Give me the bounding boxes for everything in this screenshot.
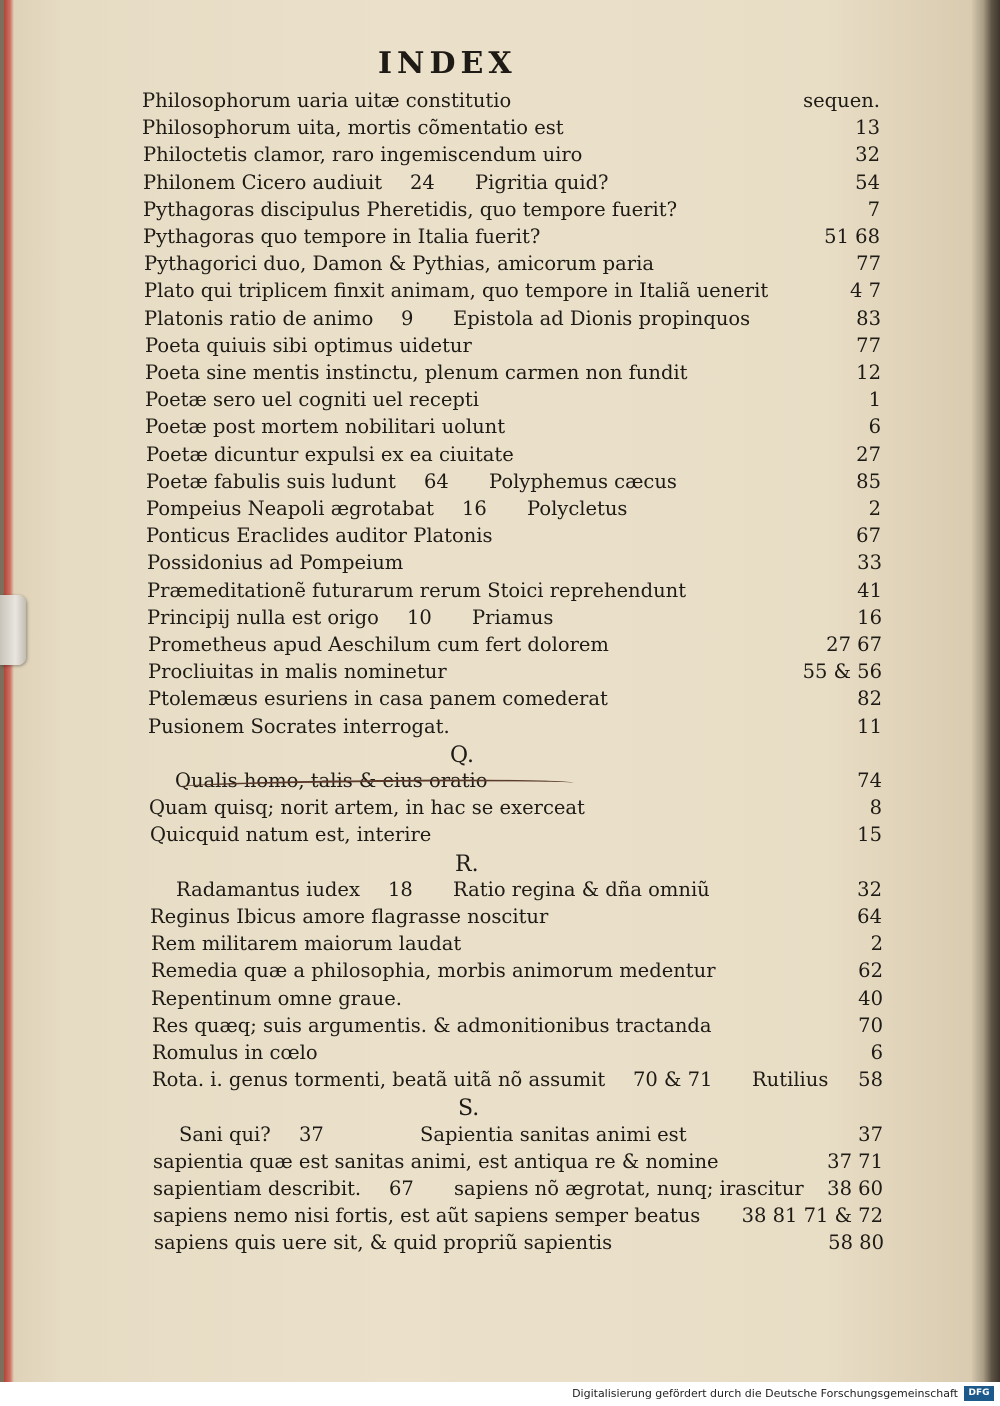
footer-credit: Digitalisierung gefördert durch die Deutsche Forschungsgemeinschaft <box>572 1387 958 1400</box>
entry-text: Poetæ dicuntur expulsi ex ea ciuitate <box>146 443 514 466</box>
index-entry <box>0 113 1000 143</box>
index-entry <box>0 140 1000 170</box>
index-entry <box>0 820 1000 850</box>
entry-second-text: Priamus <box>472 606 554 629</box>
index-entry <box>0 385 1000 415</box>
entry-text: Philosophorum uaria uitæ constitutio <box>142 89 512 112</box>
entry-text: Sani qui? <box>179 1123 271 1146</box>
entry-text: Præmeditationẽ futurarum rerum Stoici reprehendunt <box>147 579 687 602</box>
index-entry <box>0 1147 1000 1177</box>
entry-page-number: 33 <box>857 551 882 574</box>
entry-page-number: 16 <box>857 606 882 629</box>
page-heading: INDEX <box>378 46 517 81</box>
entry-text: Platonis ratio de animo <box>144 307 374 330</box>
entry-text: Radamantus iudex <box>176 878 360 901</box>
entry-page-number: 82 <box>857 687 882 710</box>
entry-page-number: 37 71 <box>827 1150 883 1173</box>
index-entry <box>0 494 1000 524</box>
index-entry <box>0 249 1000 279</box>
entry-second-text: Pigritia quid? <box>475 171 609 194</box>
entry-text: Romulus in cœlo <box>152 1041 318 1064</box>
entry-page-number: 58 80 <box>828 1231 884 1254</box>
entry-page-number: 12 <box>856 361 881 384</box>
entry-text: Rem militarem maiorum laudat <box>151 932 462 955</box>
entry-page-number: sequen. <box>803 89 880 112</box>
entry-text: Ponticus Eraclides auditor Platonis <box>146 524 493 547</box>
entry-page-number: 62 <box>858 959 883 982</box>
entry-page-number: 38 60 <box>827 1177 883 1200</box>
entry-text: Philoctetis clamor, raro ingemiscendum uiro <box>143 143 583 166</box>
index-entry <box>0 1228 1000 1258</box>
entry-page-number: 64 <box>857 905 882 928</box>
index-entry <box>0 521 1000 551</box>
section-letter: S. <box>458 1096 480 1121</box>
entry-inline-page: 70 & 71 <box>633 1068 713 1091</box>
entry-page-number: 1 <box>868 388 881 411</box>
index-entry <box>0 467 1000 497</box>
entry-page-number: 40 <box>858 987 883 1010</box>
entry-text: Philonem Cicero audiuit <box>143 171 383 194</box>
index-entry <box>0 86 1000 116</box>
entry-text: Rota. i. genus tormenti, beatã uitã nõ assumit <box>152 1068 606 1091</box>
entry-page-number: 4 7 <box>849 279 881 302</box>
entry-page-number: 6 <box>868 415 881 438</box>
entry-text: sapiens nemo nisi fortis, est aũt sapiens semper beatus <box>153 1204 701 1227</box>
index-entry <box>0 331 1000 361</box>
entry-page-number: 2 <box>870 932 883 955</box>
index-entry <box>0 1011 1000 1041</box>
section-letter: R. <box>455 852 479 877</box>
index-entry <box>0 603 1000 633</box>
entry-text: Pythagorici duo, Damon & Pythias, amicorum paria <box>144 252 654 275</box>
entry-page-number: 15 <box>857 823 882 846</box>
index-entry <box>0 984 1000 1014</box>
footer-bar <box>0 1382 1000 1406</box>
entry-text: Poetæ post mortem nobilitari uolunt <box>145 415 506 438</box>
index-entry <box>0 304 1000 334</box>
entry-page-number: 77 <box>856 334 881 357</box>
entry-text: Poetæ sero uel cogniti uel recepti <box>145 388 479 411</box>
entry-page-number: 70 <box>858 1014 883 1037</box>
entry-text: Philosophorum uita, mortis cõmentatio est <box>142 116 564 139</box>
entry-second-text: Sapientia sanitas animi est <box>420 1123 687 1146</box>
index-entry <box>0 276 1000 306</box>
entry-page-number: 32 <box>855 143 880 166</box>
entry-text: Qualis homo, talis & eius oratio <box>175 769 488 792</box>
entry-page-number: 55 & 56 <box>802 660 882 683</box>
entry-text: Poetæ fabulis suis ludunt <box>146 470 396 493</box>
entry-inline-page: 10 <box>407 606 432 629</box>
entry-inline-page: 18 <box>388 878 413 901</box>
entry-page-number: 85 <box>856 470 881 493</box>
entry-text: Pythagoras discipulus Pheretidis, quo tempore fuerit? <box>143 198 678 221</box>
entry-page-number: 37 <box>858 1123 883 1146</box>
entry-inline-page: 64 <box>424 470 449 493</box>
index-entry <box>0 1174 1000 1204</box>
entry-second-text: Rutilius <box>752 1068 829 1091</box>
entry-page-number: 67 <box>856 524 881 547</box>
index-entry <box>0 630 1000 660</box>
entry-text: sapientiam describit. <box>153 1177 362 1200</box>
entry-page-number: 13 <box>855 116 880 139</box>
entry-second-text: sapiens nõ ægrotat, nunq; irascitur <box>454 1177 804 1200</box>
entry-text: Principij nulla est origo <box>147 606 379 629</box>
index-entry <box>0 657 1000 687</box>
entry-text: Repentinum omne graue. <box>151 987 402 1010</box>
entry-page-number: 77 <box>856 252 881 275</box>
entry-inline-page: 24 <box>410 171 435 194</box>
entry-inline-page: 67 <box>389 1177 414 1200</box>
entry-page-number: 38 81 71 & 72 <box>741 1204 883 1227</box>
entry-text: Pythagoras quo tempore in Italia fuerit? <box>143 225 541 248</box>
index-entry <box>0 1120 1000 1150</box>
entry-text: Reginus Ibicus amore flagrasse noscitur <box>150 905 549 928</box>
entry-page-number: 41 <box>857 579 882 602</box>
index-entry <box>0 195 1000 225</box>
entry-page-number: 11 <box>857 715 882 738</box>
entry-page-number: 8 <box>869 796 882 819</box>
entry-text: Procliuitas in malis nominetur <box>148 660 447 683</box>
index-entry <box>0 1201 1000 1231</box>
entry-text: Plato qui triplicem finxit animam, quo tempore in Italiã uenerit <box>144 279 769 302</box>
dfg-logo: DFG <box>964 1386 994 1401</box>
index-entry <box>0 712 1000 742</box>
index-entry <box>0 548 1000 578</box>
entry-second-text: Polyphemus cæcus <box>489 470 677 493</box>
entry-page-number: 51 68 <box>824 225 880 248</box>
entry-text: Pusionem Socrates interrogat. <box>148 715 450 738</box>
entry-page-number: 7 <box>867 198 880 221</box>
entry-text: Possidonius ad Pompeium <box>147 551 404 574</box>
entry-text: Remedia quæ a philosophia, morbis animorum medentur <box>151 959 716 982</box>
entry-text: sapiens quis uere sit, & quid propriũ sapientis <box>154 1231 613 1254</box>
entry-page-number: 6 <box>870 1041 883 1064</box>
entry-inline-page: 9 <box>401 307 414 330</box>
index-entry <box>0 576 1000 606</box>
index-entry <box>0 412 1000 442</box>
entry-text: Res quæq; suis argumentis. & admonitionibus tractanda <box>152 1014 712 1037</box>
entry-page-number: 54 <box>855 171 880 194</box>
section-letter: Q. <box>450 743 474 768</box>
entry-second-text: Epistola ad Dionis propinquos <box>453 307 751 330</box>
entry-inline-page: 16 <box>462 497 487 520</box>
entry-text: Quicquid natum est, interire <box>150 823 432 846</box>
entry-inline-page: 37 <box>299 1123 324 1146</box>
entry-text: Prometheus apud Aeschilum cum fert dolorem <box>148 633 609 656</box>
index-entry <box>0 222 1000 252</box>
entry-second-text: Ratio regina & dña omniũ <box>453 878 710 901</box>
entry-page-number: 32 <box>857 878 882 901</box>
index-entry <box>0 929 1000 959</box>
entry-page-number: 58 <box>858 1068 883 1091</box>
index-entry <box>0 358 1000 388</box>
entry-text: Pompeius Neapoli ægrotabat <box>146 497 434 520</box>
entry-second-text: Polycletus <box>527 497 628 520</box>
entry-page-number: 83 <box>856 307 881 330</box>
entry-text: Ptolemæus esuriens in casa panem comederat <box>148 687 608 710</box>
index-entry <box>0 793 1000 823</box>
index-entry <box>0 168 1000 198</box>
index-entry <box>0 902 1000 932</box>
index-entry <box>0 1038 1000 1068</box>
entry-page-number: 27 67 <box>826 633 882 656</box>
entry-text: sapientia quæ est sanitas animi, est antiqua re & nomine <box>153 1150 719 1173</box>
index-entry <box>0 956 1000 986</box>
index-entry <box>0 440 1000 470</box>
entry-text: Quam quisq; norit artem, in hac se exerceat <box>149 796 585 819</box>
entry-text: Poeta quiuis sibi optimus uidetur <box>145 334 472 357</box>
index-entry <box>0 684 1000 714</box>
index-entry <box>0 1065 1000 1095</box>
entry-page-number: 2 <box>868 497 881 520</box>
entry-page-number: 74 <box>857 769 882 792</box>
entry-text: Poeta sine mentis instinctu, plenum carmen non fundit <box>145 361 688 384</box>
index-entry <box>0 875 1000 905</box>
entry-page-number: 27 <box>856 443 881 466</box>
